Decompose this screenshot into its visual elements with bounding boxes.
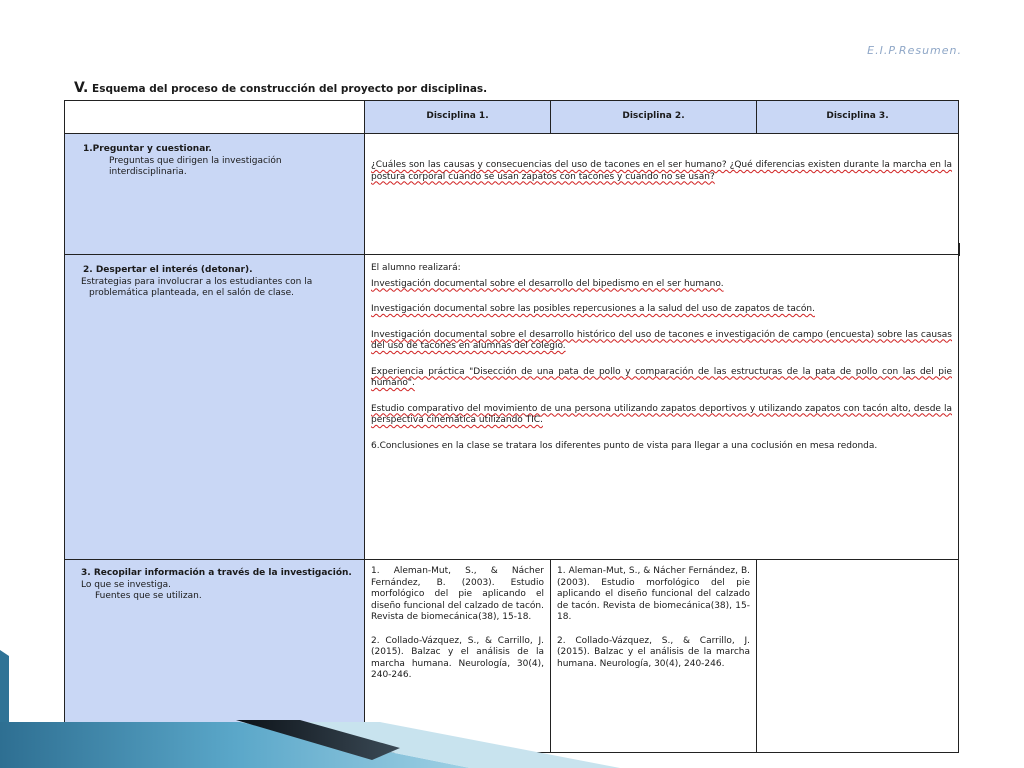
section-title-text: Esquema del proceso de construcción del proyecto por disciplinas. [92,83,488,95]
content-intro: El alumno realizará: [371,263,461,273]
section-title [74,80,487,96]
header-discipline-2: Disciplina 2. [551,101,757,134]
edge-marker [958,243,960,256]
stage-title: 2. Despertar el interés (detonar). [83,265,253,275]
stage-title: 1.Preguntar y cuestionar. [83,144,212,154]
stage-description-sources: Fuentes que se utilizan. [95,591,202,602]
list-item: Investigación documental sobre el desarrollo del bipedismo en el ser humano. [371,278,724,289]
empty-corner-cell [65,101,365,134]
stage-description: Preguntas que dirigen la investigación interdisciplinaria. [109,155,282,178]
left-bar-shape [0,650,9,768]
reference-item: 1. Aleman-Mut, S., & Nácher Fernández, B. (2003). Estudio morfológico del pie aplicando el diseño funcional del calzado de tacón. Revista de biomecánica(38), 15-18. [557,566,750,623]
document-tag: E.I.P.Resumen. [867,44,962,57]
table-row [65,560,959,753]
stage-content-1 [365,134,959,255]
stage-cell-3 [65,560,365,753]
list-item: 6.Conclusiones en la clase se tratara los diferentes punto de vista para llegar a una coclusión en mesa redonda. [371,440,878,451]
list-item: Investigación documental sobre el desarrollo histórico del uso de tacones e investigación de campo (encuesta) sobre las causas del uso de tacones en alumnas del colegio. [371,329,952,352]
research-question: ¿Cuáles son las causas y consecuencias del uso de tacones en el ser humano? ¿Qué diferencias existen durante la marcha en la postura corporal cuando se usan zapatos con tacones y cuando no se usan? [371,160,952,182]
discipline-scheme-table [64,100,959,753]
stage-cell-2 [65,255,365,560]
references-discipline-3 [757,560,959,753]
table-row [65,255,959,560]
list-item: Experiencia práctica "Disección de una pata de pollo y comparación de las estructuras de la pata de pollo con las del pie humano". [371,366,952,389]
reference-item: 2. Collado-Vázquez, S., & Carrillo, J. (2015). Balzac y el análisis de la marcha humana. Neurología, 30(4), 240-246. [557,635,750,669]
stage-title: 3. Recopilar información a través de la investigación. [81,568,352,578]
header-discipline-3: Disciplina 3. [757,101,959,134]
stage-cell-1 [65,134,365,255]
section-number: V. [74,80,89,96]
stage-content-2 [365,255,959,560]
header-discipline-1: Disciplina 1. [365,101,551,134]
stage-description-what: Lo que se investiga. [81,579,171,590]
references-discipline-1 [365,560,551,753]
list-item: Investigación documental sobre las posibles repercusiones a la salud del uso de zapatos de tacón. [371,304,815,315]
table-row [65,134,959,255]
reference-item: 1. Aleman-Mut, S., & Nácher Fernández, B. (2003). Estudio morfológico del pie aplicando el diseño funcional del calzado de tacón. Revista de biomecánica(38), 15-18. [371,566,544,623]
reference-item: 2. Collado-Vázquez, S., & Carrillo, J. (2015). Balzac y el análisis de la marcha humana. Neurología, 30(4), 240-246. [371,635,544,681]
list-item: Estudio comparativo del movimiento de una persona utilizando zapatos deportivos y utilizando zapatos con tacón alto, desde la perspectiva cinemática utilizando TIC. [371,403,952,426]
stage-description: Estrategias para involucrar a los estudiantes con la problemática planteada, en el salón de clase. [81,276,313,299]
references-discipline-2 [551,560,757,753]
table-header-row [65,101,959,134]
